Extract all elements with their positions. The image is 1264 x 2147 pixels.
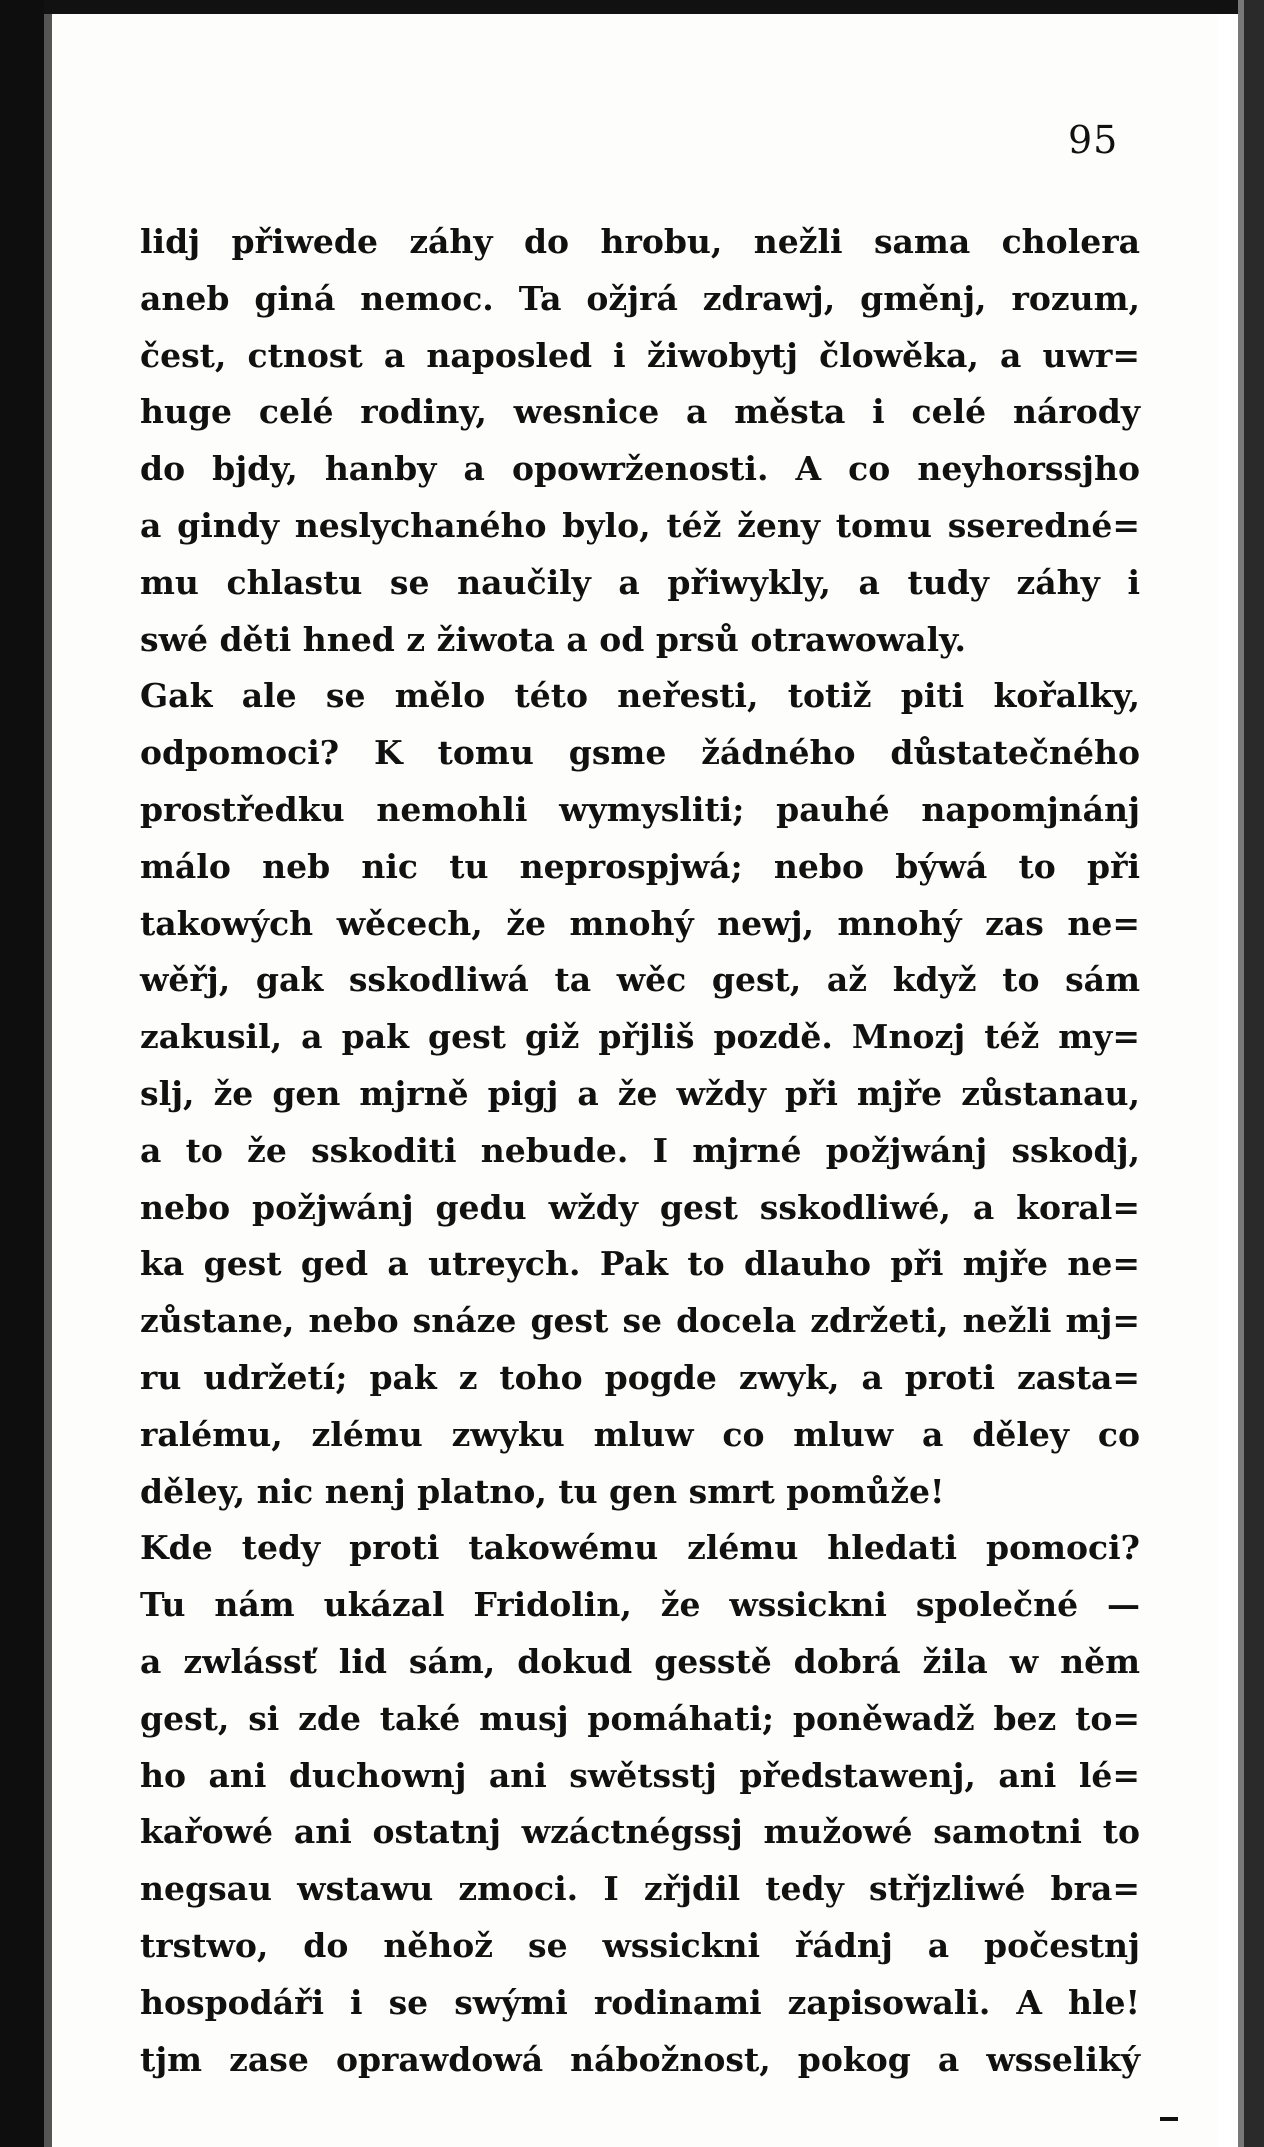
text-line: Kde tedy proti takowému zlému hledati pomoci? [140,1528,1140,1568]
text-line: čest, ctnost a naposled i žiwobytj člowěka, a uwr= [140,335,1140,375]
text-line: huge celé rodiny, wesnice a města i celé národy [140,392,1140,432]
text-line: hospodáři i se swými rodinami zapisowali. A hle! [140,1982,1140,2022]
text-line: trstwo, do něhož se wssickni řádnj a počestnj [140,1925,1140,1965]
text-line: aneb giná nemoc. Ta ožjrá zdrawj, gměnj, rozum, [140,278,1140,318]
book-page [52,14,1218,2147]
text-line: odpomoci? K tomu gsme žádného důstatečného [140,733,1140,773]
text-line: slj, že gen mjrně pigj a že wždy při mjře zůstanau, [140,1073,1140,1113]
text-line: ho ani duchownj ani swětsstj předstawenj, ani lé= [140,1755,1140,1795]
scan-mark [1160,2117,1178,2121]
text-line: mu chlastu se naučily a přiwykly, a tudy záhy i [140,562,1140,602]
scan-left-gutter [44,14,52,2147]
text-line: swé děti hned z žiwota a od prsů otrawowaly. [140,619,966,659]
text-line: takowých wěcech, že mnohý newj, mnohý zas ne= [140,903,1140,943]
scan-left-border [0,0,44,2147]
text-line: prostředku nemohli wymysliti; pauhé napomjnánj [140,789,1140,829]
text-line: nebo požjwánj gedu wždy gest sskodliwé, a koral= [140,1187,1140,1227]
text-line: a to že sskoditi nebude. I mjrné požjwánj sskodj, [140,1130,1140,1170]
text-line: kařowé ani ostatnj wzáctnégssj mužowé samotni to [140,1812,1140,1852]
text-line: málo neb nic tu neprospjwá; nebo býwá to při [140,846,1140,886]
page-number: 95 [1068,118,1119,162]
text-line: gest, si zde také musj pomáhati; poněwadž bez to= [140,1698,1140,1738]
text-line: a gindy neslychaného bylo, též ženy tomu sseredné= [140,505,1140,545]
text-line: Gak ale se mělo této neřesti, totiž piti kořalky, [140,676,1140,716]
text-line: ru udržetí; pak z toho pogde zwyk, a proti zasta= [140,1357,1140,1397]
text-line: ralému, zlému zwyku mluw co mluw a děley co [140,1414,1140,1454]
body-text [140,214,1140,2088]
text-line: zůstane, nebo snáze gest se docela zdržeti, nežli mj= [140,1301,1140,1341]
text-line: wěřj, gak sskodliwá ta wěc gest, až když to sám [140,960,1140,1000]
text-line: tjm zase oprawdowá nábožnost, pokog a wsseliký [140,2039,1140,2079]
text-line: negsau wstawu zmoci. I zřjdil tedy střjzliwé bra= [140,1869,1140,1909]
text-line: lidj přiwede záhy do hrobu, nežli sama cholera [140,222,1140,261]
text-line: děley, nic nenj platno, tu gen smrt pomůže! [140,1471,945,1511]
scan-top-border [0,0,1264,14]
scan-right-border [1244,0,1264,2147]
text-line: Tu nám ukázal Fridolin, že wssickni společné — [140,1585,1140,1625]
text-line: a zwlássť lid sám, dokud gesstě dobrá žila w něm [140,1641,1140,1681]
text-line: do bjdy, hanby a opowrženosti. A co neyhorssjho [140,449,1140,489]
text-line: zakusil, a pak gest giž přjliš pozdě. Mnozj též my= [140,1017,1140,1057]
text-line: ka gest ged a utreych. Pak to dlauho při mjře ne= [140,1244,1140,1284]
